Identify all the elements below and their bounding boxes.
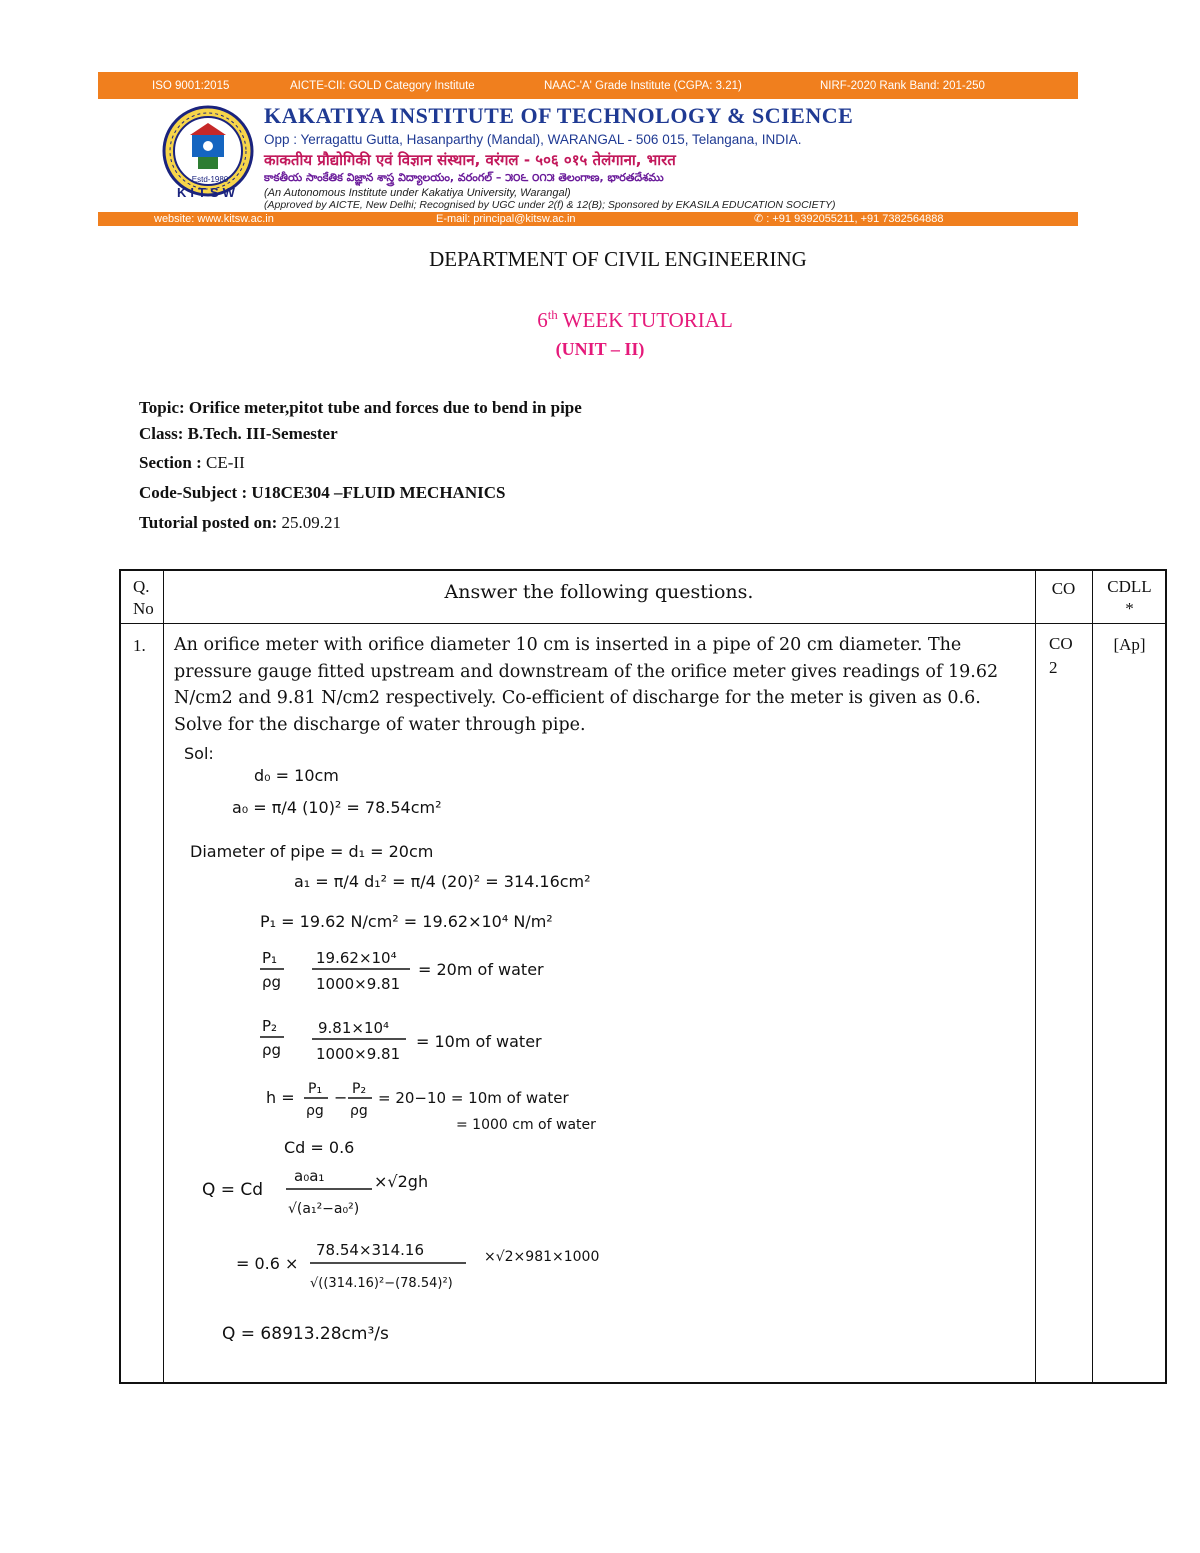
- sol-label: Sol:: [184, 744, 214, 763]
- week-suffix: th: [547, 307, 558, 322]
- sol-h-p2: P₂: [352, 1081, 367, 1097]
- sol-p2-val-den: 1000×9.81: [316, 1045, 401, 1063]
- sol-p2-result: = 10m of water: [416, 1032, 542, 1051]
- handwritten-solution: [166, 735, 626, 1375]
- sol-p1-den: ρg: [262, 973, 282, 991]
- sol-p1-val-den: 1000×9.81: [316, 975, 401, 993]
- posted-label: Tutorial posted on:: [139, 513, 278, 532]
- section-line: [139, 453, 245, 473]
- week-tutorial-title: [0, 307, 1200, 333]
- sol-q-root: ×√2gh: [374, 1172, 429, 1191]
- email-link[interactable]: E-mail: principal@kitsw.ac.in: [436, 213, 576, 225]
- sol-h-result: = 20−10 = 10m of water: [378, 1089, 569, 1107]
- iso-badge: ISO 9001:2015: [152, 79, 230, 92]
- sol-p1-val-num: 19.62×10⁴: [316, 949, 397, 967]
- sol-line-p1: P₁ = 19.62 N/cm² = 19.62×10⁴ N/m²: [260, 912, 553, 931]
- header-qno-line1: Q.: [133, 577, 150, 596]
- sol-h-cm: = 1000 cm of water: [456, 1117, 596, 1133]
- sol-line-d0: d₀ = 10cm: [254, 766, 339, 785]
- row-co: [1049, 632, 1073, 680]
- sol-q-den: √(a₁²−a₀²): [288, 1201, 360, 1217]
- sol-line-pipe-diameter: Diameter of pipe = d₁ = 20cm: [190, 842, 434, 861]
- sol-p2-den: ρg: [262, 1041, 282, 1059]
- approval-note: (Approved by AICTE, New Delhi; Recognised by UGC under 2(f) & 12(B); Sponsored by EKASILA EDUCATION SOCIETY): [264, 199, 836, 211]
- row-co-line1: CO: [1049, 634, 1073, 653]
- naac-badge: NAAC-'A' Grade Institute (CGPA: 3.21): [544, 79, 742, 92]
- class-text: Class: B.Tech. III-Semester: [139, 424, 338, 443]
- topic-text: Topic: Orifice meter,pitot tube and forces due to bend in pipe: [139, 398, 582, 417]
- week-label: WEEK TUTORIAL: [557, 308, 733, 332]
- section-value: CE-II: [201, 453, 245, 472]
- website-link[interactable]: website: www.kitsw.ac.in: [154, 213, 274, 225]
- sol-q-num: a₀a₁: [294, 1167, 325, 1185]
- sol-q-sub-den: √((314.16)²−(78.54)²): [310, 1276, 453, 1291]
- letterhead-accreditation-strip: [98, 72, 1078, 99]
- row-question-text: An orifice meter with orifice diameter 10 cm is inserted in a pipe of 20 cm diameter. The pressure gauge fitted upstream and downstream of the orifice meter gives readings of 19.62 N/cm2 and 9.81 N/cm2 respectively. Co-efficient of discharge for the meter is given as 0.6. Solve for the discharge of water through pipe.: [174, 635, 999, 735]
- phone-numbers: ✆ : +91 9392055211, +91 7382564888: [754, 213, 944, 225]
- sol-line-a1: a₁ = π/4 d₁² = π/4 (20)² = 314.16cm²: [294, 872, 591, 891]
- institute-name-hindi: काकतीय प्रौद्योगिकी एवं विज्ञान संस्थान, वरंगल - ५०६ ०१५ तेलंगाना, भारत: [264, 151, 676, 169]
- institute-name-telugu: కాకతీయ సాంకేతిక విజ్ఞాన శాస్త్ర విద్యాలయం, వరంగల్ – ౫౦౬ ౦౧౫ తెలంగాణ, భారతదేశము: [264, 171, 664, 184]
- institute-address: Opp : Yerragattu Gutta, Hasanparthy (Mandal), WARANGAL - 506 015, Telangana, INDIA.: [264, 132, 802, 147]
- sol-h-minus: −: [334, 1088, 348, 1107]
- letterhead-body: [98, 99, 1078, 212]
- class-line: [139, 424, 338, 444]
- code-subject-text: Code-Subject : U18CE304 –FLUID MECHANICS: [139, 483, 506, 502]
- header-qno-line2: No: [133, 599, 154, 618]
- row-cdll: [Ap]: [1113, 635, 1146, 654]
- logo-estd: Estd-1980: [191, 175, 229, 184]
- sol-q-formula-label: Q = Cd: [202, 1180, 264, 1200]
- header-co: CO: [1051, 579, 1076, 598]
- header-question: Answer the following questions.: [444, 581, 754, 603]
- sol-h-label: h =: [266, 1088, 295, 1107]
- sol-h-p2-den: ρg: [350, 1103, 368, 1119]
- sol-p1-num: P₁: [262, 949, 278, 967]
- section-label: Section :: [139, 453, 202, 472]
- column-divider: [1035, 571, 1036, 1382]
- sol-h-p1: P₁: [308, 1081, 323, 1097]
- sol-h-p1-den: ρg: [306, 1103, 324, 1119]
- autonomous-note: (An Autonomous Institute under Kakatiya University, Warangal): [264, 187, 571, 199]
- header-qno: [133, 576, 161, 620]
- logo-text: KITSW: [177, 185, 239, 200]
- nirf-badge: NIRF-2020 Rank Band: 201-250: [820, 79, 985, 92]
- header-cdll: [1092, 576, 1167, 620]
- header-cdll-line1: CDLL: [1107, 577, 1152, 596]
- sol-q-result: Q = 68913.28cm³/s: [222, 1324, 389, 1344]
- sol-cd: Cd = 0.6: [284, 1138, 355, 1157]
- aicte-badge: AICTE-CII: GOLD Category Institute: [290, 79, 475, 92]
- department-title: DEPARTMENT OF CIVIL ENGINEERING: [429, 247, 807, 271]
- institute-name: KAKATIYA INSTITUTE OF TECHNOLOGY & SCIENCE: [264, 103, 854, 128]
- unit-label: (UNIT – II): [555, 339, 645, 359]
- sol-q-sub-num: 78.54×314.16: [316, 1241, 424, 1259]
- code-subject-line: [139, 483, 505, 503]
- topic-line: [139, 398, 582, 418]
- posted-date: 25.09.21: [277, 513, 341, 532]
- sol-q-sub-root: ×√2×981×1000: [484, 1249, 600, 1265]
- sol-p2-num: P₂: [262, 1017, 278, 1035]
- sol-q-sub-label: = 0.6 ×: [236, 1254, 299, 1273]
- letterhead: [98, 72, 1078, 226]
- header-divider: [121, 623, 1165, 624]
- header-cdll-line2: *: [1125, 599, 1134, 618]
- posted-line: [139, 513, 341, 533]
- row-qno: 1.: [133, 636, 146, 655]
- row-co-line2: 2: [1049, 658, 1058, 677]
- sol-line-a0: a₀ = π/4 (10)² = 78.54cm²: [232, 798, 442, 817]
- letterhead-contact-strip: [98, 212, 1078, 226]
- sol-p1-result: = 20m of water: [418, 960, 544, 979]
- sol-p2-val-num: 9.81×10⁴: [318, 1019, 390, 1037]
- column-divider: [163, 571, 164, 1382]
- column-divider: [1092, 571, 1093, 1382]
- week-number: 6: [537, 308, 548, 332]
